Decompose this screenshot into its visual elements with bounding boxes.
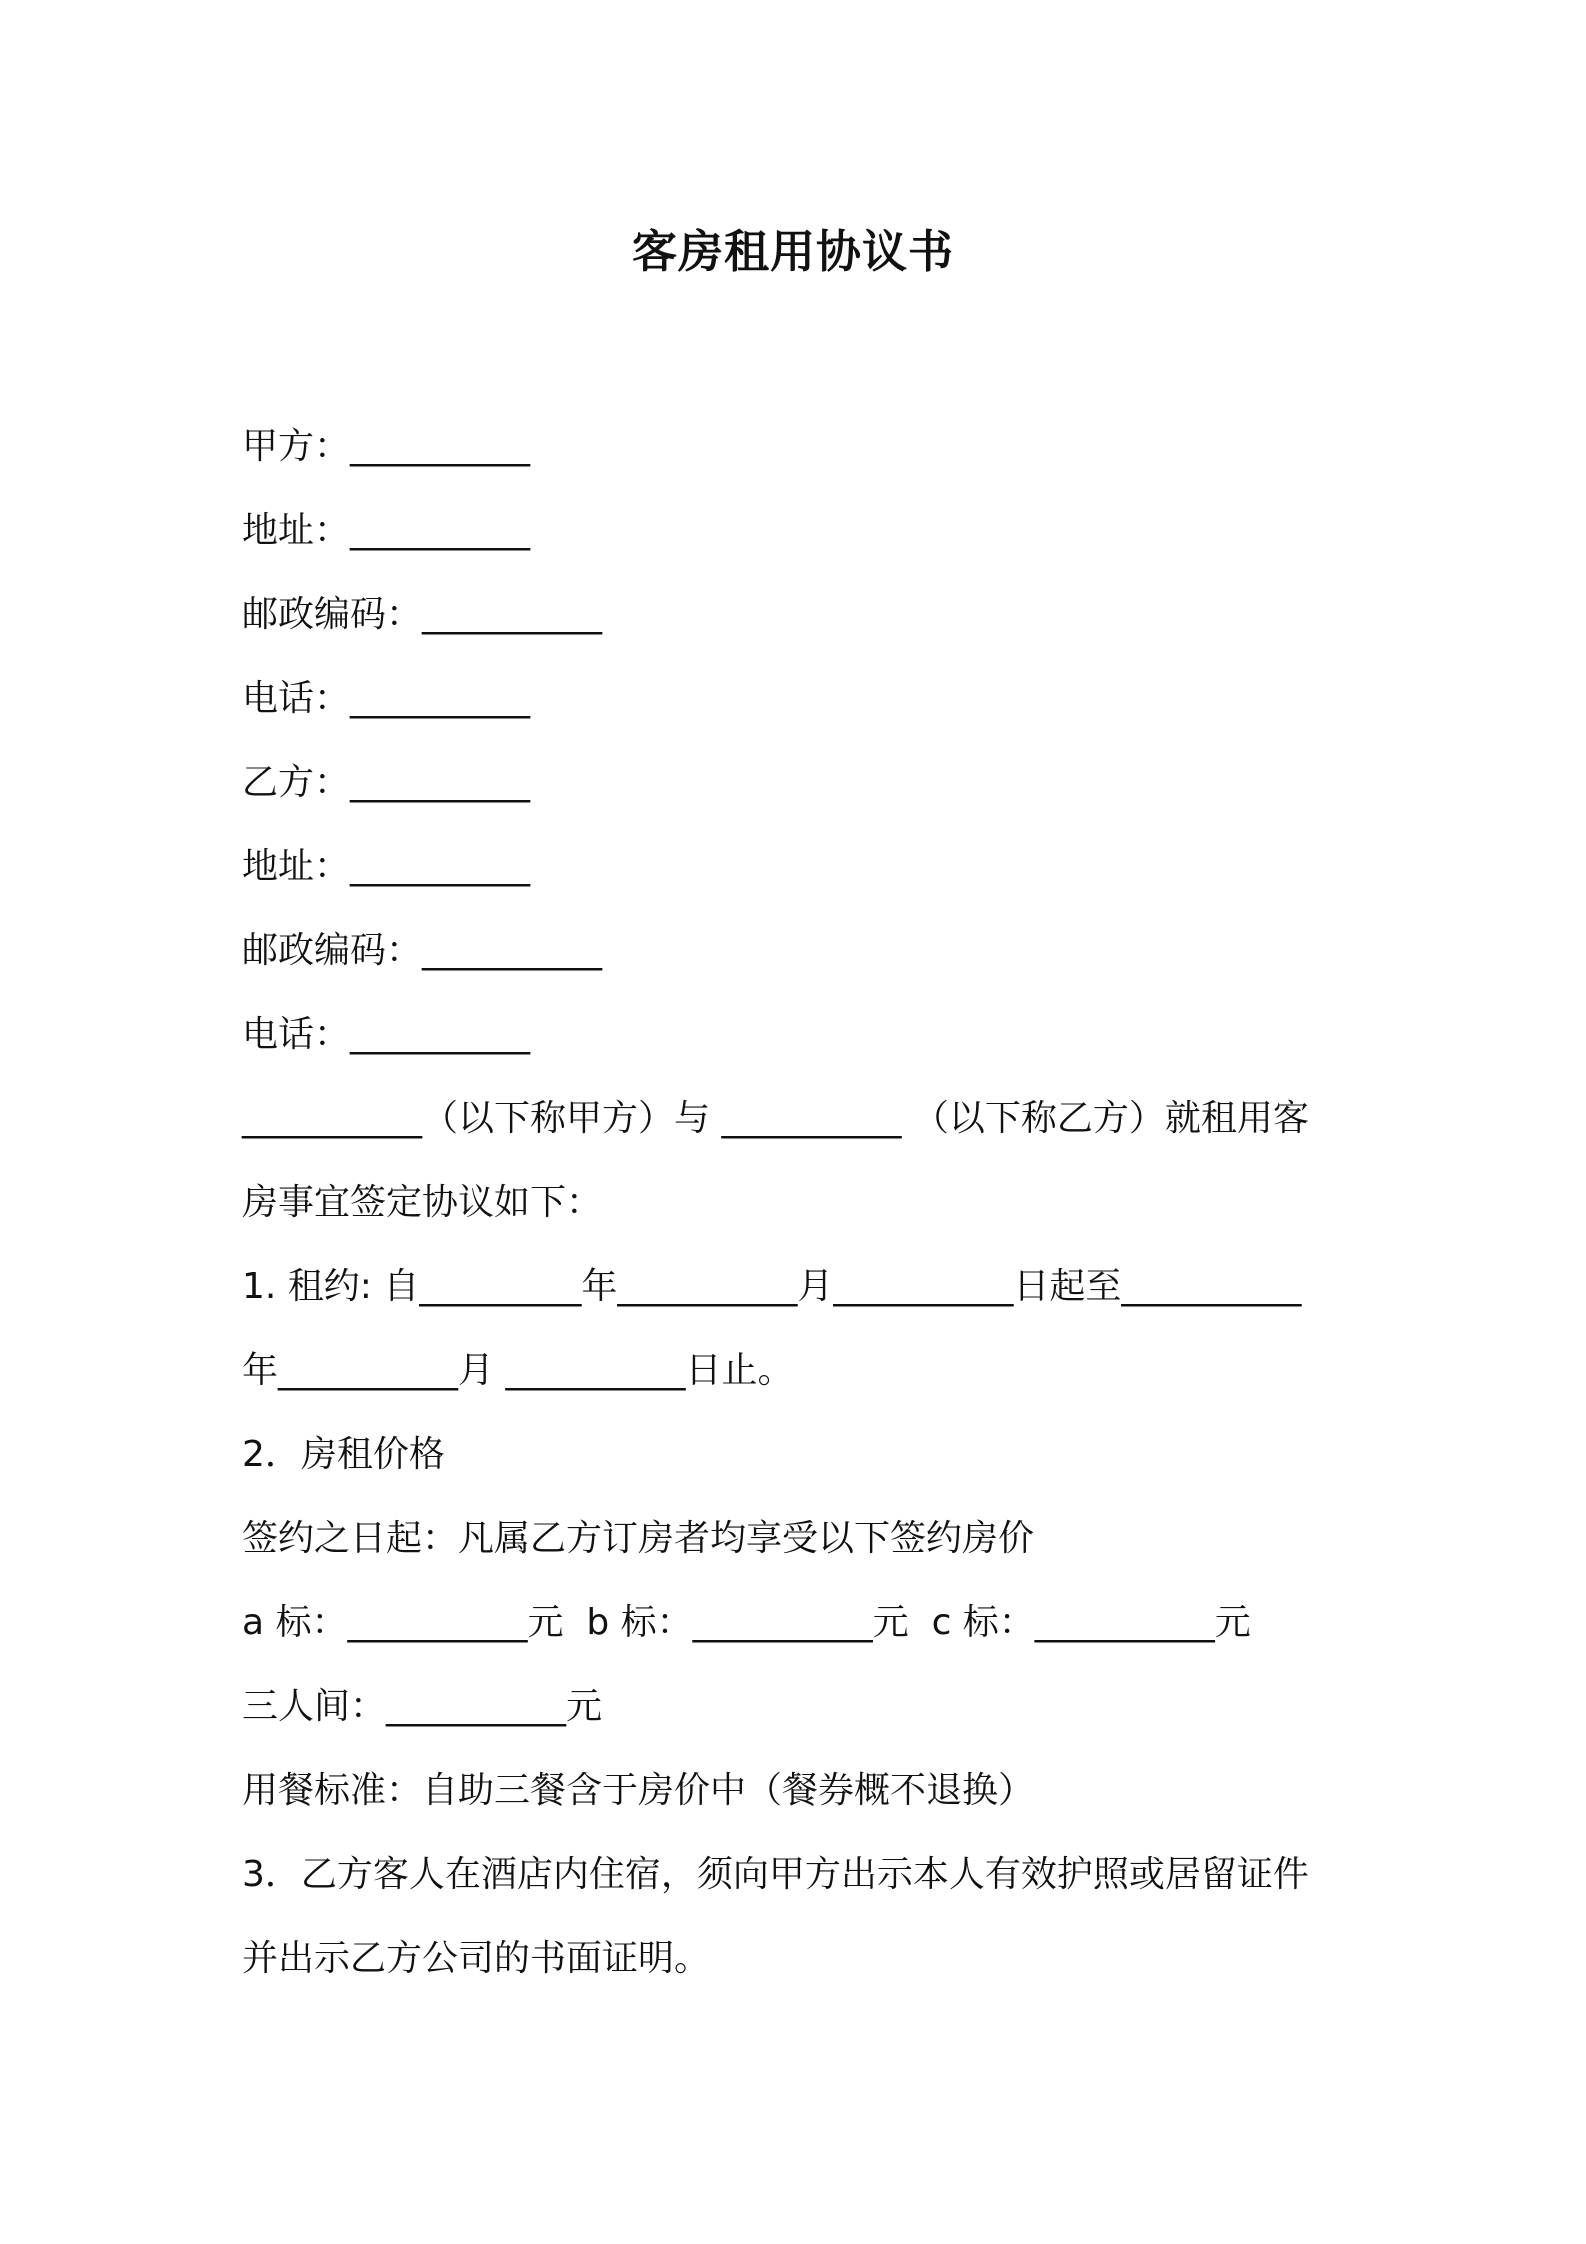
meal-standard-line: 用餐标准：自助三餐含于房价中（餐券概不退换） bbox=[242, 1770, 1035, 1811]
agreement-body bbox=[242, 405, 1352, 2001]
clause-3-line-2: 并出示乙方公司的书面证明。 bbox=[242, 1938, 711, 1979]
party-b-line: 乙方：__________ bbox=[242, 762, 531, 803]
party-a-line: 甲方：__________ bbox=[242, 426, 531, 467]
party-a-address-line: 地址：__________ bbox=[242, 510, 531, 551]
lease-term-line-2: 年__________月 __________日止。 bbox=[242, 1350, 794, 1391]
lease-term-line-1: 1. 租约: 自_________年__________月__________日起至__________ bbox=[242, 1266, 1302, 1307]
room-rates-line: a 标：__________元 b 标：__________元 c 标：__________元 bbox=[242, 1602, 1251, 1643]
party-b-phone-line: 电话：__________ bbox=[242, 1014, 531, 1055]
rent-price-intro: 签约之日起：凡属乙方订房者均享受以下签约房价 bbox=[242, 1518, 1035, 1559]
clause-3-line-1: 3．乙方客人在酒店内住宿，须向甲方出示本人有效护照或居留证件 bbox=[242, 1854, 1309, 1895]
party-a-phone-line: 电话：__________ bbox=[242, 678, 531, 719]
document-title: 客房租用协议书 bbox=[631, 225, 954, 278]
intro-line-1: __________（以下称甲方）与 __________ （以下称乙方）就租用客 bbox=[242, 1098, 1309, 1139]
rent-price-heading: 2．房租价格 bbox=[242, 1434, 445, 1475]
party-a-postcode-line: 邮政编码：__________ bbox=[242, 594, 603, 635]
party-b-postcode-line: 邮政编码：__________ bbox=[242, 930, 603, 971]
intro-line-2: 房事宜签定协议如下： bbox=[242, 1182, 603, 1223]
triple-room-line: 三人间：__________元 bbox=[242, 1686, 603, 1727]
party-b-address-line: 地址：__________ bbox=[242, 846, 531, 887]
